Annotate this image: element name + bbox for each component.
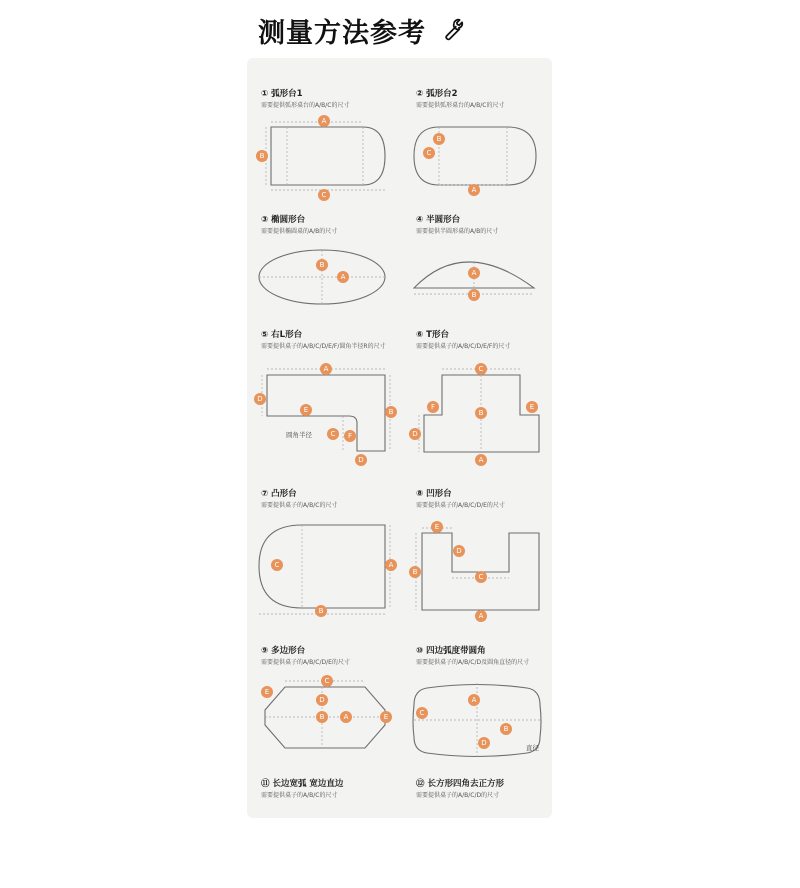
marker-f: [380, 711, 392, 723]
marker-a: [468, 267, 480, 279]
marker-d: [316, 694, 328, 706]
svg-text:A: A: [321, 117, 327, 125]
item-concave-table: [402, 458, 552, 620]
marker-d: [409, 428, 421, 440]
svg-text:B: B: [471, 291, 477, 299]
svg-text:B: B: [318, 607, 324, 615]
svg-text:E: E: [434, 523, 440, 531]
svg-text:D: D: [257, 395, 263, 403]
svg-text:B: B: [478, 409, 484, 417]
svg-text:D: D: [456, 547, 462, 555]
svg-text:C: C: [478, 573, 484, 581]
item-description: 需要提供桌子的A/B/C/D/E/F/圆角半径R的尺寸: [261, 343, 386, 350]
item-long-arc-straight-table: [247, 748, 397, 888]
svg-text:B: B: [259, 152, 265, 160]
svg-text:A: A: [340, 273, 346, 281]
svg-text:A: A: [388, 561, 394, 569]
item-convex-table: [247, 458, 397, 615]
marker-a: [468, 694, 480, 706]
svg-text:E: E: [529, 403, 535, 411]
item-heading: ⑨ 多边形台: [261, 646, 306, 656]
svg-text:C: C: [324, 677, 330, 685]
measurement-panel: [247, 58, 552, 818]
item-heading: ⑪ 长边宽弧 宽边直边: [261, 779, 344, 789]
item-curved-rounded-table: [402, 615, 552, 755]
diameter-note: 直径: [526, 744, 539, 752]
page-title: 测量方法参考: [258, 17, 426, 49]
item-description: 需要提供桌子的A/B/C/D/E/F的尺寸: [416, 343, 511, 350]
marker-c: [321, 675, 333, 687]
marker-c: [416, 707, 428, 719]
item-polygon-table: [247, 615, 397, 755]
item-heading: ③ 椭圆形台: [261, 215, 306, 225]
svg-text:F: F: [430, 403, 436, 411]
svg-text:B: B: [412, 568, 418, 576]
item-description: 需要提供桌子的A/B/C的尺寸: [261, 792, 338, 799]
item-right-l-table: [247, 299, 397, 464]
item-description: 需要提供弧形桌台的A/B/C的尺寸: [261, 102, 350, 109]
marker-b: [409, 566, 421, 578]
marker-e: [300, 404, 312, 416]
marker-d: [254, 393, 266, 405]
svg-text:C: C: [426, 149, 432, 157]
marker-b: [316, 711, 328, 723]
item-description: 需要提供椭圆桌的A/B的尺寸: [261, 228, 338, 235]
corner-radius-note: 圆角半径: [286, 431, 312, 439]
marker-a: [318, 115, 330, 127]
item-heading: ⑥ T形台: [416, 330, 449, 340]
marker-c: [423, 147, 435, 159]
marker-f: [344, 430, 356, 442]
item-arc-table-2: [402, 58, 552, 198]
marker-b: [500, 723, 512, 735]
svg-text:D: D: [319, 696, 325, 704]
item-heading: ② 弧形台2: [416, 89, 458, 99]
item-description: 需要提供桌子的A/B/C/D/E的尺寸: [261, 659, 350, 666]
item-description: 需要提供桌子的A/B/C的尺寸: [261, 502, 338, 509]
curved-rounded-table-diagram: [402, 615, 552, 755]
marker-a: [337, 271, 349, 283]
marker-b: [475, 407, 487, 419]
item-t-table: [402, 299, 552, 464]
right-l-table-diagram: [247, 299, 397, 464]
concave-table-diagram: [402, 458, 552, 628]
marker-e: [261, 686, 273, 698]
svg-text:D: D: [358, 456, 364, 464]
page-header: [258, 10, 464, 50]
item-description: 需要提供半圆形桌的A/B的尺寸: [416, 228, 499, 235]
svg-text:A: A: [323, 365, 329, 373]
marker-b: [385, 406, 397, 418]
svg-text:E: E: [264, 688, 270, 696]
item-description: 需要提供弧形桌台的A/B/C的尺寸: [416, 102, 505, 109]
svg-text:A: A: [471, 186, 477, 194]
arc-table-1-diagram: [247, 58, 397, 198]
svg-text:D: D: [412, 430, 418, 438]
marker-b: [433, 133, 445, 145]
item-heading: ⑦ 凸形台: [261, 489, 297, 499]
svg-text:C: C: [330, 430, 336, 438]
marker-a: [320, 363, 332, 375]
svg-text:C: C: [274, 561, 280, 569]
marker-c: [475, 363, 487, 375]
wrench-icon: [438, 17, 464, 43]
marker-d: [453, 545, 465, 557]
arc-table-2-diagram: [402, 58, 552, 198]
svg-text:A: A: [343, 713, 349, 721]
svg-text:B: B: [319, 713, 325, 721]
svg-text:C: C: [419, 709, 425, 717]
t-table-diagram: [402, 299, 552, 464]
item-heading: ⑤ 右L形台: [261, 330, 303, 340]
svg-text:B: B: [436, 135, 442, 143]
item-heading: ⑫ 长方形四角去正方形: [416, 779, 504, 789]
svg-text:C: C: [478, 365, 484, 373]
svg-text:C: C: [321, 191, 327, 199]
svg-text:A: A: [478, 612, 484, 620]
svg-text:A: A: [471, 269, 477, 277]
svg-text:A: A: [478, 456, 484, 464]
svg-text:F: F: [347, 432, 353, 440]
marker-a: [340, 711, 352, 723]
svg-text:E: E: [383, 713, 389, 721]
item-description: 需要提供桌子的A/B/C/D及圆角直径的尺寸: [416, 659, 530, 666]
svg-text:E: E: [303, 406, 309, 414]
svg-text:A: A: [471, 696, 477, 704]
marker-a: [385, 559, 397, 571]
marker-c: [327, 428, 339, 440]
item-heading: ① 弧形台1: [261, 89, 303, 99]
svg-text:B: B: [503, 725, 509, 733]
marker-b: [316, 259, 328, 271]
item-arc-table-1: [247, 58, 397, 198]
marker-e: [526, 401, 538, 413]
item-heading: ⑩ 四边弧度带圆角: [416, 646, 486, 656]
marker-c: [475, 571, 487, 583]
item-description: 需要提供桌子的A/B/C/D/E的尺寸: [416, 502, 505, 509]
marker-e: [431, 521, 443, 533]
svg-text:B: B: [319, 261, 325, 269]
item-rect-notched-table: [402, 748, 552, 888]
item-description: 需要提供桌子的A/B/C/D的尺寸: [416, 792, 500, 799]
marker-c: [271, 559, 283, 571]
polygon-table-diagram: [247, 615, 397, 755]
marker-f: [427, 401, 439, 413]
item-heading: ④ 半圆形台: [416, 215, 461, 225]
marker-b: [256, 150, 268, 162]
svg-text:D: D: [481, 739, 487, 747]
convex-table-diagram: [247, 458, 397, 628]
item-heading: ⑧ 凹形台: [416, 489, 452, 499]
svg-text:B: B: [388, 408, 394, 416]
